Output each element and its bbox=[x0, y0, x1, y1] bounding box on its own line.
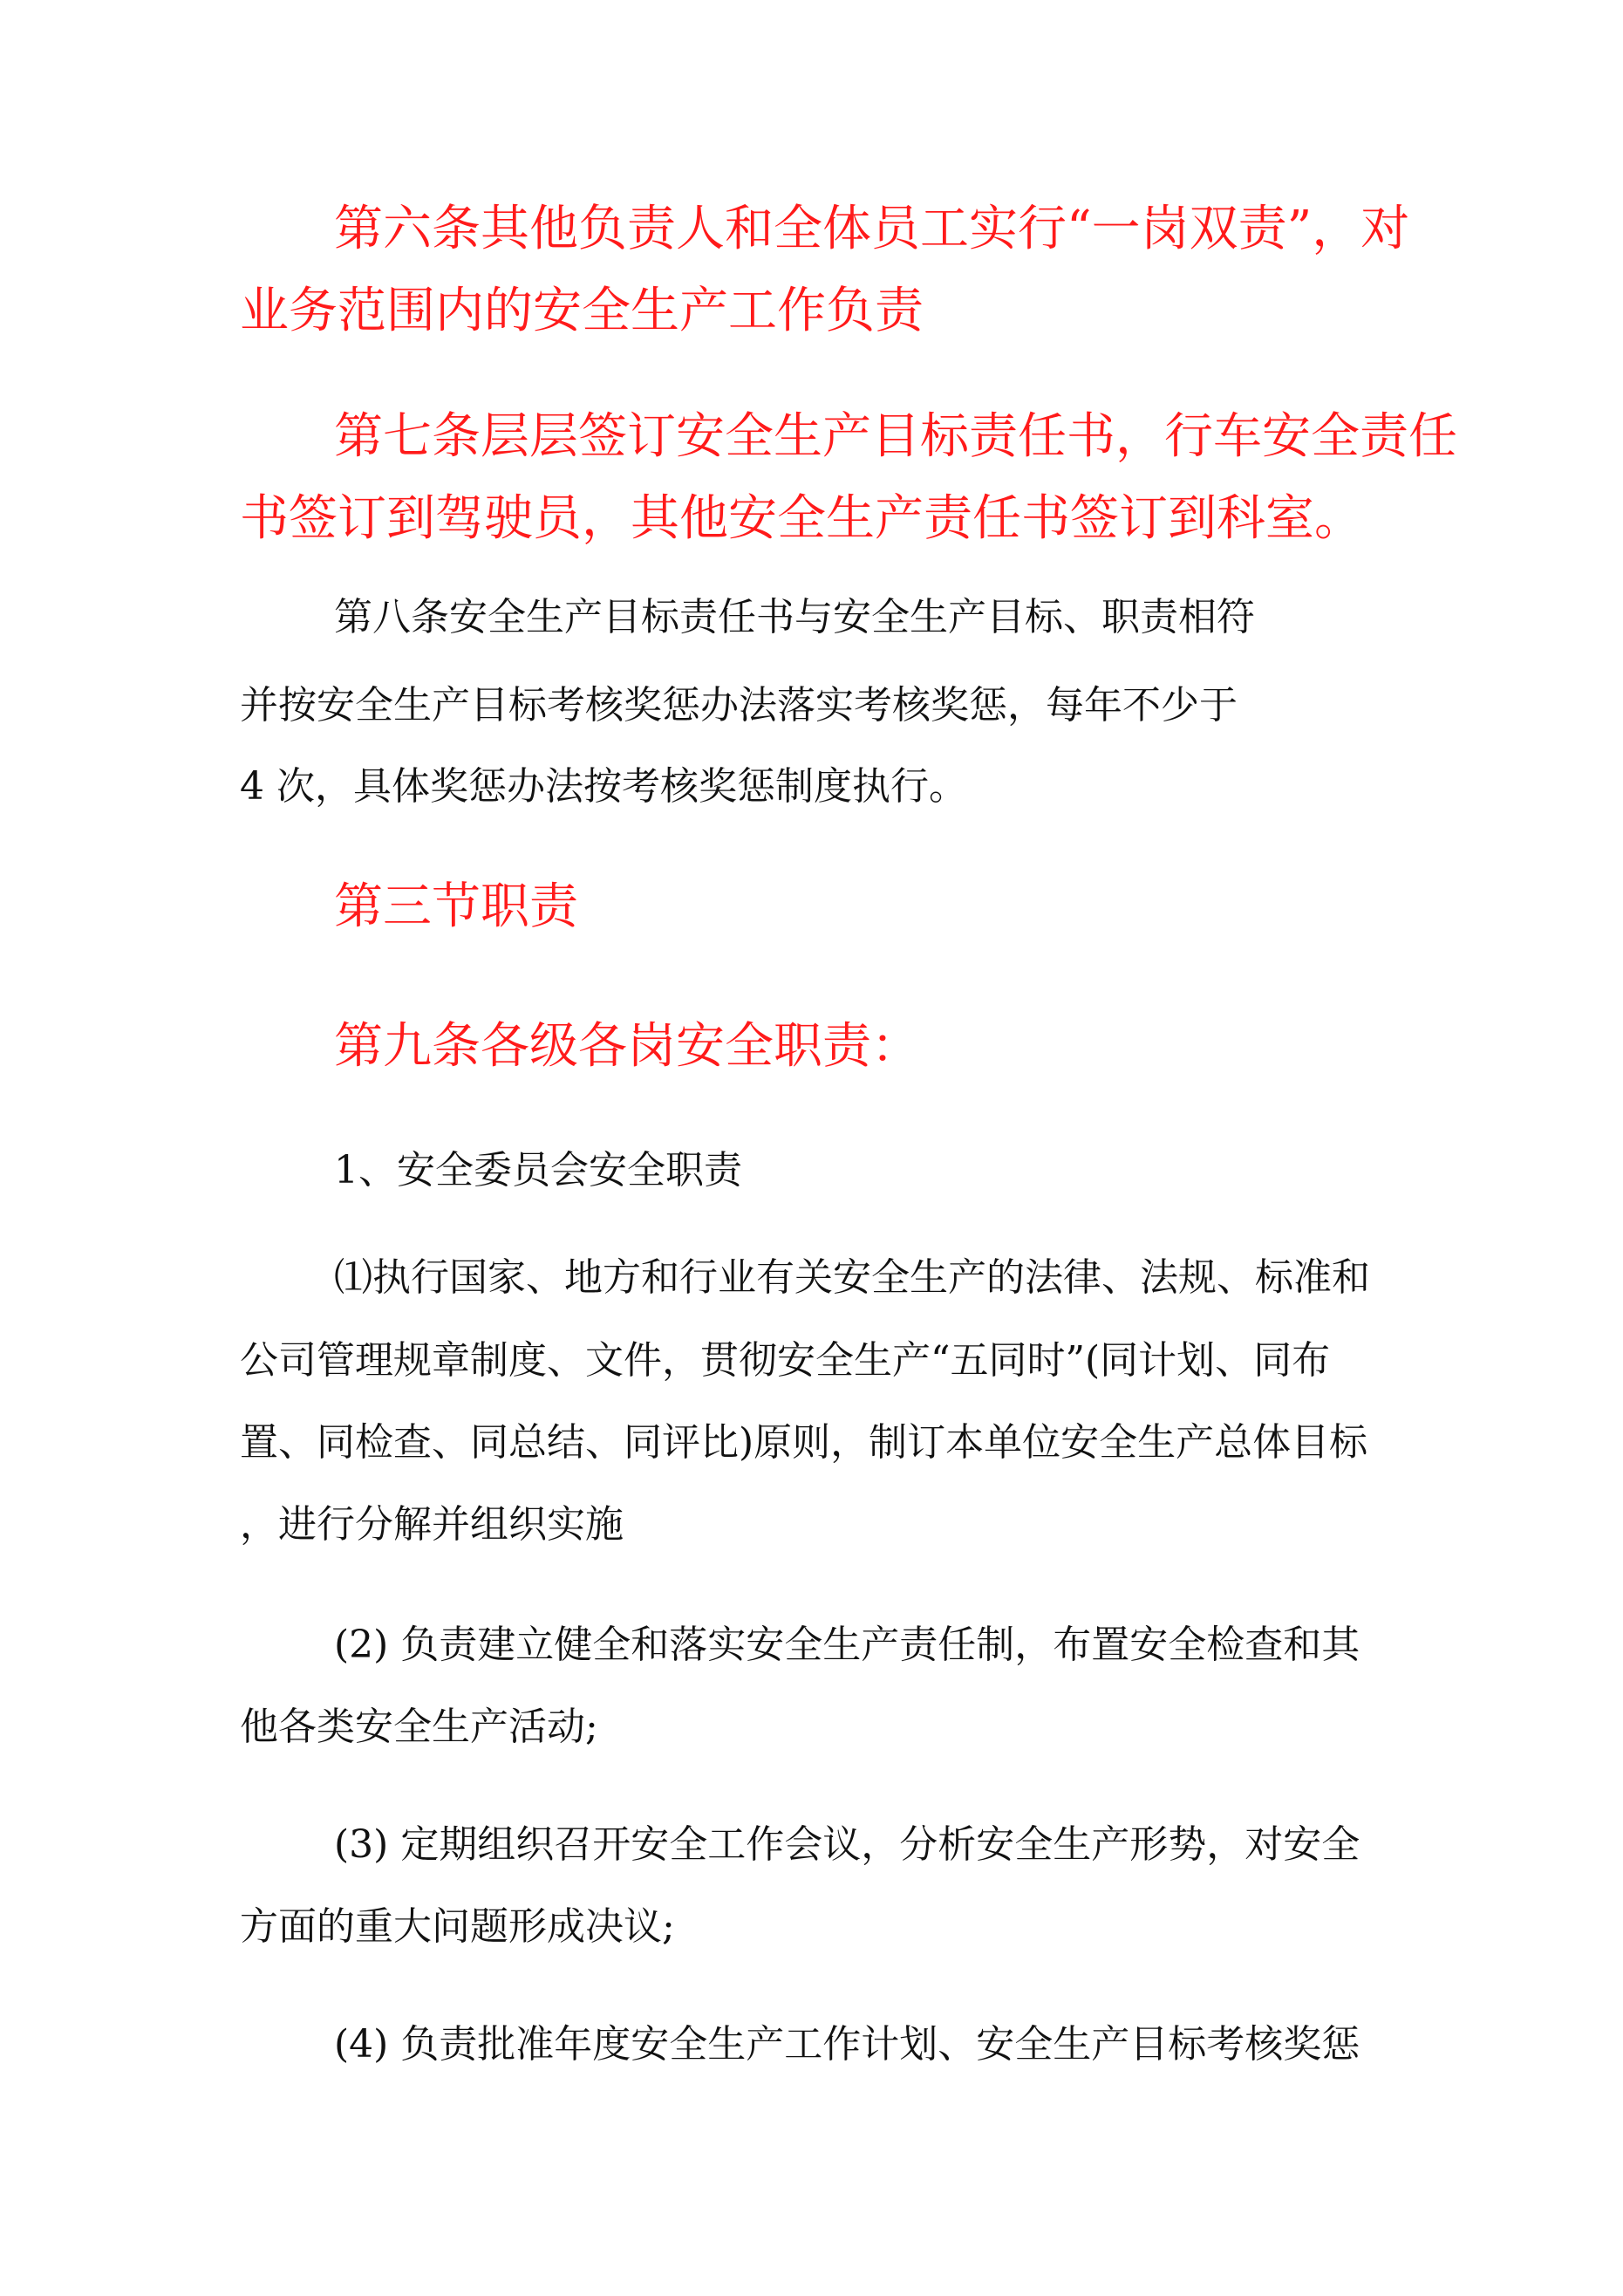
section-heading: 第三节职责 bbox=[334, 878, 578, 935]
article-8-line-2: 并按安全生产目标考核奖惩办法落实考核奖惩，每年不少于 bbox=[240, 683, 1238, 728]
item-1-title: 1、安全委员会安全职责 bbox=[334, 1148, 742, 1192]
article-8-line-1: 第八条安全生产目标责任书与安全生产目标、职责相符 bbox=[334, 595, 1255, 639]
clause-3-line-1: (3) 定期组织召开安全工作会议，分析安全生产形势，对安全 bbox=[334, 1822, 1360, 1867]
clause-2-line-2: 他各类安全生产活动; bbox=[240, 1705, 598, 1749]
clause-1-line-2: 公司管理规章制度、文件，贯彻安全生产“五同时”(同计划、同布 bbox=[240, 1338, 1331, 1383]
article-8-line-3: 4 次，具体奖惩办法按考核奖惩制度执行。 bbox=[240, 764, 967, 809]
clause-1-line-3: 置、同检查、同总结、同评比)原则，制订本单位安全生产总体目标 bbox=[240, 1420, 1368, 1465]
article-6-line-2: 业务范围内的安全生产工作负责 bbox=[240, 283, 924, 339]
article-6-line-1: 第六条其他负责人和全体员工实行“一岗双责”，对 bbox=[334, 201, 1410, 257]
clause-1-line-4: ，进行分解并组织实施 bbox=[240, 1502, 624, 1547]
clause-3-line-2: 方面的重大问题形成决议; bbox=[240, 1904, 675, 1949]
clause-2-line-1: (2) 负责建立健全和落实安全生产责任制，布置安全检查和其 bbox=[334, 1623, 1360, 1667]
clause-4-line-1: (4) 负责批准年度安全生产工作计划、安全生产目标考核奖惩 bbox=[334, 2022, 1360, 2067]
clause-1-line-1: ⑴执行国家、地方和行业有关安全生产的法律、法规、标准和 bbox=[334, 1255, 1370, 1300]
article-9-heading: 第九条各级各岗安全职责： bbox=[334, 1018, 920, 1075]
article-7-line-2: 书签订到驾驶员，其他安全生产责任书签订到科室。 bbox=[240, 490, 1363, 547]
article-7-line-1: 第七条层层签订安全生产目标责任书，行车安全责任 bbox=[334, 408, 1457, 465]
